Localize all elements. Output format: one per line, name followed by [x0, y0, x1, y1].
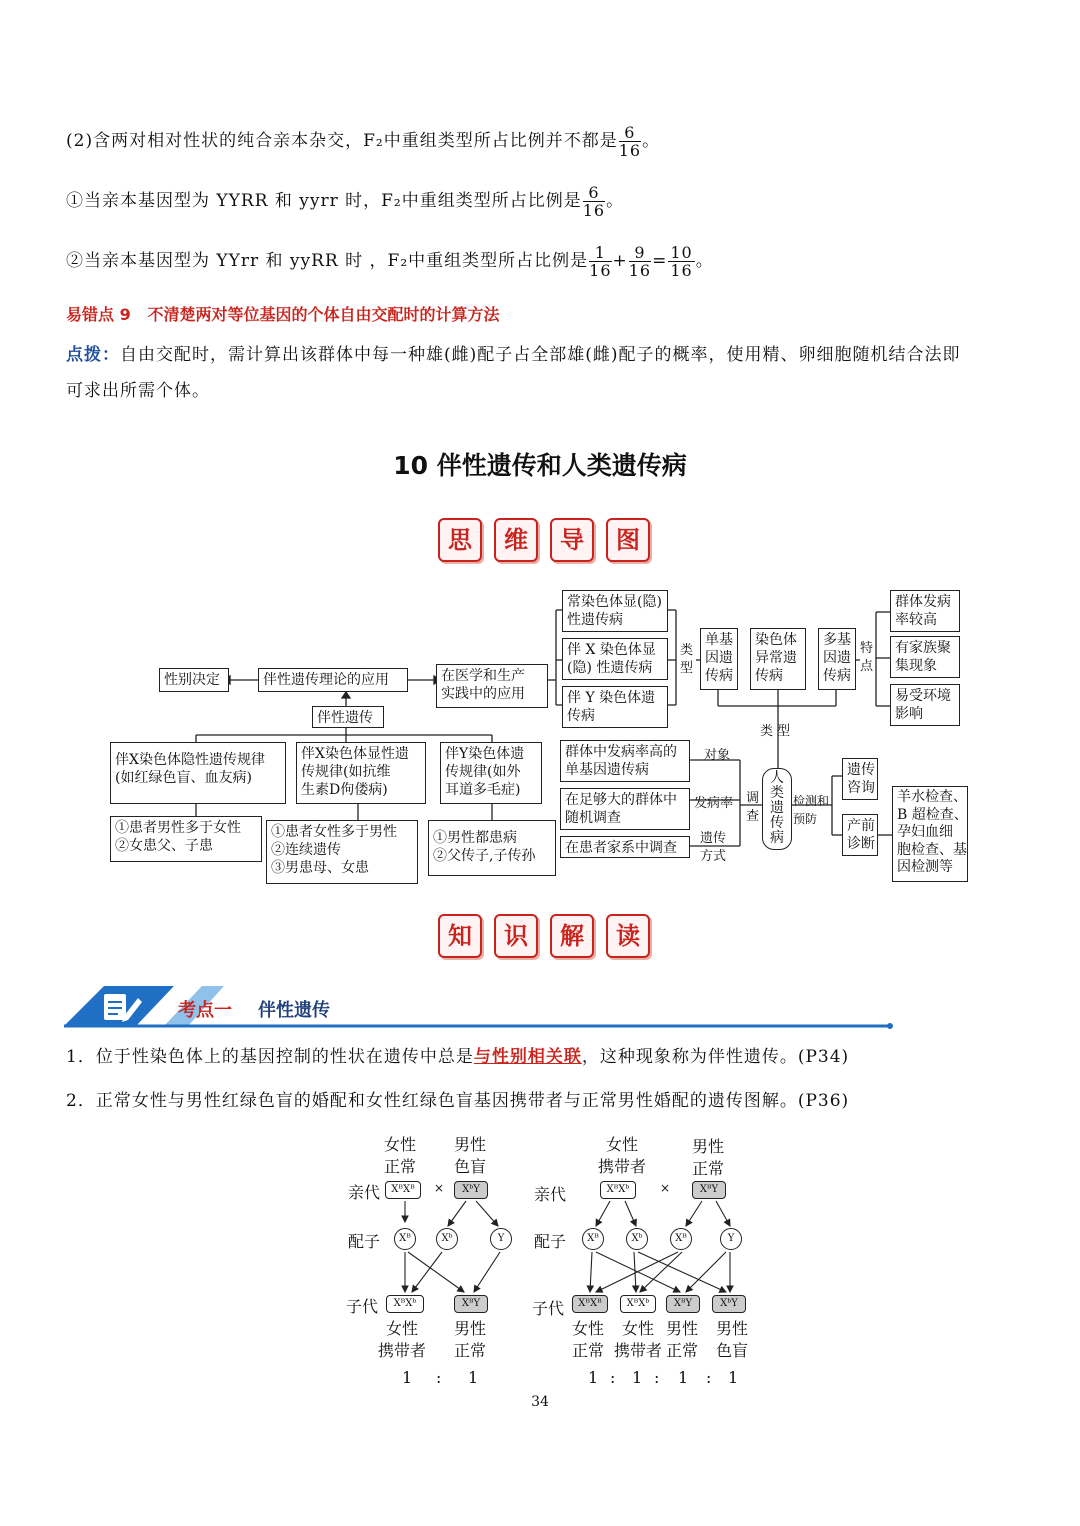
node-group-high: 群体发病 率较高 [890, 590, 960, 632]
section-label: 考点一 [178, 1000, 232, 1021]
node-y-linked-disease: 伴 Y 染色体遗 传病 [562, 686, 668, 728]
parent1-label: 女性 正常 [384, 1135, 417, 1176]
label-inheritance: 遗传 方式 [700, 831, 727, 864]
ratio-sep: : [436, 1368, 442, 1387]
tip-line-2: 可求出所需个体。 [66, 381, 210, 401]
fraction: $\frac{6}{16}$ [618, 123, 642, 160]
node-genetic-counsel: 遗传 咨询 [842, 758, 878, 800]
node-x-dominant: 伴X染色体显性遗 传规律(如抗维 生素D佝偻病) [296, 742, 426, 804]
gamete: Xᴮ [670, 1228, 692, 1250]
gamete: Xᵇ [626, 1228, 648, 1250]
label-survey: 调 查 [746, 791, 760, 824]
genotype-offspring: XᴮXᴮ [572, 1295, 608, 1313]
offspring-label: 男性 正常 [666, 1319, 699, 1360]
node-high-incidence: 群体中发病率高的 单基因遗传病 [560, 740, 690, 782]
gamete: Y [490, 1228, 512, 1250]
label-object: 对象 [704, 748, 731, 763]
node-sex-linked: 伴性遗传 [312, 706, 384, 728]
ratio-value: 1 [468, 1368, 479, 1387]
badge-char: 读 [606, 914, 650, 958]
ratio-value: 1 [632, 1368, 643, 1387]
node-y-linked: 伴Y染色体遗 传规律(如外 耳道多毛症) [440, 742, 542, 804]
badge-char: 解 [550, 914, 594, 958]
ratio-value: 1 [678, 1368, 689, 1387]
error-point-heading: 易错点 9 不清楚两对等位基因的个体自由交配时的计算方法 [66, 305, 500, 324]
chapter-title: 10 伴性遗传和人类遗传病 [393, 451, 687, 480]
node-medical-application: 在医学和生产 实践中的应用 [436, 664, 548, 708]
section-title: 伴性遗传 [258, 1000, 330, 1021]
badge-char: 知 [438, 914, 482, 958]
ratio-sep: : [706, 1368, 712, 1387]
node-prenatal: 产前 诊断 [842, 814, 878, 856]
gamete-row-label: 配子 [348, 1232, 381, 1251]
ratio-sep: : [610, 1368, 616, 1387]
parent-row-label: 亲代 [534, 1185, 567, 1204]
node-single-gene: 单基 因遗 传病 [700, 628, 738, 690]
point-2: 2．正常女性与男性红绿色盲的婚配和女性红绿色盲基因携带者与正常男性婚配的遗传图解。(P36) [66, 1091, 850, 1111]
node-y-linked-traits: ①男性都患病 ②父传子,子传孙 [428, 820, 556, 876]
node-family-survey: 在患者家系中调查 [560, 836, 690, 858]
ratio-value: 1 [402, 1368, 413, 1387]
genotype-offspring: XᴮXᵇ [386, 1295, 424, 1313]
ratio-sep: : [654, 1368, 660, 1387]
node-application-theory: 伴性遗传理论的应用 [258, 668, 408, 692]
tip-line-1: 点拨：自由交配时，需计算出该群体中每一种雄(雌)配子占全部雄(雌)配子的概率，使用精、卵细胞随机结合法即 [66, 345, 961, 365]
node-large-group: 在足够大的群体中 随机调查 [560, 788, 690, 830]
node-autosomal: 常染色体显(隐) 性遗传病 [562, 590, 668, 632]
label-detect: 检测和 预防 [793, 794, 830, 826]
genotype-offspring: XᴮY [666, 1295, 700, 1313]
offspring-label: 女性 正常 [572, 1319, 605, 1360]
cross-symbol: × [434, 1181, 445, 1195]
offspring-label: 女性 携带者 [378, 1319, 427, 1360]
fraction: $\frac{1}{16}$ [589, 243, 612, 280]
genotype-parent2: XᴮY [692, 1181, 726, 1199]
node-x-recessive-traits: ①患者男性多于女性 ②女患父、子患 [110, 816, 262, 862]
parent-row-label: 亲代 [348, 1183, 381, 1202]
page-number: 34 [531, 1394, 549, 1410]
gamete: Xᵇ [436, 1228, 458, 1250]
node-human-disease: 人 类 遗 传 病 [762, 768, 792, 850]
point-1: 1．位于性染色体上的基因控制的性状在遗传中总是与性别相关联，这种现象称为伴性遗传。(P34) [66, 1047, 850, 1067]
cross-symbol: × [660, 1181, 671, 1195]
node-x-linked-disease: 伴 X 染色体显 (隐) 性遗传病 [562, 638, 668, 680]
genotype-parent1: XᴮXᴮ [385, 1181, 421, 1199]
gamete: Xᴮ [582, 1228, 604, 1250]
node-env-influence: 易受环境 影响 [890, 684, 960, 726]
node-multi-gene: 多基 因遗 传病 [818, 628, 856, 690]
badge-char: 导 [550, 518, 594, 562]
gamete: Y [720, 1228, 742, 1250]
offspring-label: 女性 携带者 [614, 1319, 663, 1360]
label-incidence: 发病率 [694, 796, 734, 811]
gamete: Xᴮ [394, 1228, 416, 1250]
ratio-value: 1 [728, 1368, 739, 1387]
badge-char: 维 [494, 518, 538, 562]
offspring-row-label: 子代 [346, 1297, 379, 1316]
fraction: $\frac{9}{16}$ [628, 243, 652, 280]
badge-char: 思 [438, 518, 482, 562]
fraction: $\frac{10}{16}$ [670, 243, 693, 280]
fraction-line-2: ①当亲本基因型为 YYRR 和 yyrr 时，F₂中重组类型所占比例是 $\frac{6}{16}$ 。 [66, 183, 625, 220]
node-chromosomal: 染色体 异常遗 传病 [750, 628, 806, 690]
node-prenatal-methods: 羊水检查、 B 超检查、 孕妇血细 胞检查、基 因检测等 [892, 786, 968, 882]
parent2-label: 男性 色盲 [454, 1135, 487, 1176]
gamete-row-label: 配子 [534, 1232, 567, 1251]
highlight-text: 与性别相关联 [473, 1047, 582, 1067]
node-x-dominant-traits: ①患者女性多于男性 ②连续遗传 ③男患母、女患 [266, 820, 418, 884]
node-family-cluster: 有家族聚 集现象 [890, 636, 960, 678]
label-features: 特 点 [860, 641, 874, 674]
offspring-label: 男性 正常 [454, 1319, 487, 1360]
node-x-recessive: 伴X染色体隐性遗传规律 (如红绿色盲、血友病) [110, 742, 286, 804]
parent1-label: 女性 携带者 [598, 1135, 647, 1176]
genotype-offspring: XᵇY [712, 1295, 746, 1313]
genotype-offspring: XᴮY [454, 1295, 488, 1313]
badge-char: 图 [606, 518, 650, 562]
node-sex-determination: 性别决定 [159, 668, 229, 692]
fraction-line-3: ②当亲本基因型为 YYrr 和 yyRR 时 ，F₂中重组类型所占比例是 $\frac{1}{16}$ + $\frac{9}{16}$ = $\frac{10}{16}$ 。 [66, 243, 714, 280]
genotype-parent2: XᵇY [454, 1181, 488, 1199]
offspring-label: 男性 色盲 [716, 1319, 749, 1360]
label-type: 类 型 [680, 643, 694, 676]
ratio-value: 1 [588, 1368, 599, 1387]
badge-char: 识 [494, 914, 538, 958]
genotype-parent1: XᴮXᵇ [600, 1181, 636, 1199]
genotype-offspring: XᴮXᵇ [620, 1295, 656, 1313]
fraction-line-1: (2)含两对相对性状的纯合亲本杂交，F₂中重组类型所占比例并不都是 $\frac{6}{16}$ 。 [66, 123, 661, 160]
offspring-row-label: 子代 [532, 1299, 565, 1318]
fraction: $\frac{6}{16}$ [582, 183, 606, 220]
parent2-label: 男性 正常 [692, 1137, 725, 1178]
label-type-2: 类 型 [760, 724, 791, 739]
